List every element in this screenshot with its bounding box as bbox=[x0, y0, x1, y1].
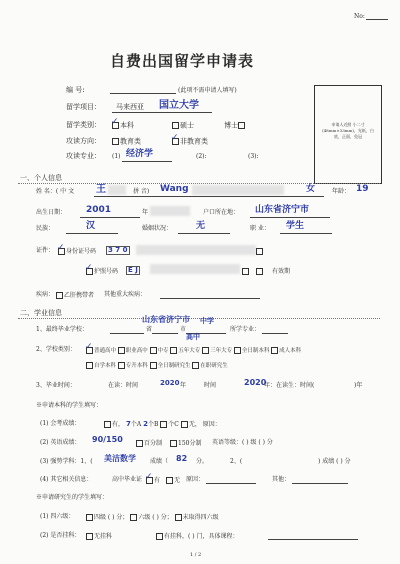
expiry-option[interactable] bbox=[256, 268, 290, 275]
check-mark-icon: ✓ bbox=[145, 472, 153, 482]
option-label: 乙肝携带者 bbox=[64, 292, 95, 299]
english-label: (2) 英语成绩： bbox=[40, 439, 81, 446]
edu3-status: 年：在读生：时间( bbox=[264, 382, 315, 389]
hukou-label: 户口所在地： bbox=[203, 209, 240, 216]
option-label: 硕士 bbox=[180, 121, 194, 130]
exam-label: (1) 会考成绩： bbox=[40, 420, 81, 427]
age-label: 年龄： bbox=[332, 188, 351, 195]
other-reason: 原因： bbox=[186, 476, 205, 483]
option-label: 非教育类 bbox=[180, 137, 208, 146]
exam-b-count: 2 bbox=[143, 420, 148, 428]
strong-subject: 美洁数学 bbox=[104, 454, 136, 463]
strong-unit: 分。 bbox=[196, 458, 209, 465]
edu2-label: 2、学校类别： bbox=[36, 346, 76, 353]
major-1-num: (1) bbox=[112, 153, 121, 160]
major-2-num: (2): bbox=[196, 153, 207, 160]
school-type-option[interactable]: 成人本科 bbox=[271, 348, 301, 354]
cet-none-option[interactable]: 未取得四六级 bbox=[175, 514, 219, 521]
project-handwritten: 国立大学 bbox=[159, 100, 199, 111]
option-label: 教育类 bbox=[120, 137, 141, 146]
edu1-hand-school: 中学 bbox=[200, 317, 214, 325]
strong-second: 2、( bbox=[230, 458, 243, 465]
school-type-option[interactable]: ✓ 普通高中 bbox=[85, 342, 117, 354]
other-other: 其他： bbox=[272, 476, 291, 483]
cet6-option[interactable]: 六级 ( ) 分； bbox=[130, 514, 172, 521]
edu1-hand-major: 高中 bbox=[186, 333, 200, 341]
checkbox[interactable] bbox=[238, 122, 245, 129]
birth-year: 2001 bbox=[86, 205, 112, 215]
form-number-label: No: bbox=[354, 13, 365, 20]
option-label: 有效期 bbox=[272, 268, 291, 275]
major-label: 攻读专业： bbox=[66, 152, 101, 160]
name-zh-value: 王 bbox=[96, 184, 106, 195]
edu1-label: 1、最终毕业学校： bbox=[36, 326, 88, 333]
age-value: 19 bbox=[356, 184, 369, 194]
other-hs: 高中毕业证 bbox=[112, 476, 143, 483]
edu1-major-label: 所学专业： bbox=[230, 326, 261, 333]
other-illness-label: 其他重大疾病： bbox=[104, 291, 147, 298]
strong-grade: 82 bbox=[176, 454, 188, 463]
passport-option[interactable] bbox=[85, 263, 119, 275]
edu3-label: 3、毕业时间： bbox=[36, 382, 76, 389]
section-personal-title: 一、个人信息 bbox=[20, 174, 62, 182]
cet-options bbox=[86, 514, 219, 521]
strong-grade2: ) 成绩 ( ) 分 bbox=[318, 458, 351, 465]
id-docs-label: 证件： bbox=[36, 247, 55, 254]
school-type-option[interactable]: 专升本科 bbox=[118, 363, 148, 369]
strong-grade-label: 成绩（ bbox=[150, 458, 169, 465]
passport-extra-box[interactable] bbox=[242, 268, 250, 275]
english-scale-100[interactable]: 百分制 bbox=[136, 440, 162, 447]
category-label: 留学类别： bbox=[66, 121, 101, 129]
hukou-value: 山东省济宁市 bbox=[255, 205, 310, 215]
edu3-from-label: 在读：时间 bbox=[108, 382, 139, 389]
exam-options: 有， 7个A 2个B 个C 无， 原因： bbox=[104, 421, 221, 428]
name-label: 姓 名：( 中 文 bbox=[36, 188, 75, 195]
edu1-hand-city: 山东省济宁市 bbox=[142, 315, 190, 324]
undergrad-title: ※申请本科的学生填写： bbox=[36, 402, 103, 409]
cet-label: (1) 四六级： bbox=[40, 513, 75, 520]
passport-digits: E J bbox=[128, 266, 138, 274]
exam-a-count: 7 bbox=[125, 420, 131, 428]
exam-have-option[interactable]: 有， bbox=[104, 421, 124, 428]
other-no[interactable]: 无 bbox=[166, 477, 180, 484]
edu2-options-row2 bbox=[86, 362, 228, 370]
ethnic-value: 汉 bbox=[86, 221, 96, 231]
illness-label: 疾病： bbox=[36, 291, 55, 298]
edu1-city: 市 bbox=[180, 326, 187, 333]
strong-label: (3) 强势学科：1、( bbox=[40, 458, 93, 465]
fail-label: (2) 是否挂科： bbox=[40, 532, 81, 539]
hepatitis-option[interactable] bbox=[56, 292, 94, 299]
checkbox[interactable] bbox=[256, 248, 263, 255]
check-mark-icon: ✓ bbox=[111, 117, 119, 127]
photo-instructions: 申请人近照 小二寸(48mm×33mm)，光纸，白底，正面，免冠 bbox=[322, 122, 374, 139]
name-pinyin-value: Wang bbox=[160, 184, 189, 194]
school-type-option[interactable]: 三年大专 bbox=[202, 348, 232, 354]
idcard-option[interactable] bbox=[57, 243, 97, 255]
photo-box bbox=[314, 85, 382, 184]
school-type-option[interactable]: 在职研究生 bbox=[192, 363, 228, 369]
edu2-options-row1 bbox=[85, 342, 302, 355]
option-label: 本科 bbox=[120, 121, 134, 130]
check-mark-icon: ✓ bbox=[85, 342, 93, 352]
edu3-from-year: 2020 bbox=[160, 379, 180, 387]
page-number: 1 / 2 bbox=[190, 552, 202, 558]
birth-year-unit: 年 bbox=[142, 209, 149, 216]
school-type-option[interactable]: 五年大专 bbox=[170, 348, 200, 354]
option-label: 身份证号码 bbox=[66, 248, 97, 255]
project-printed: 马来西亚 bbox=[116, 103, 144, 111]
form-id-note: (此项不需申请人填写) bbox=[178, 87, 237, 94]
section-academic-title: 二、学业信息 bbox=[20, 309, 62, 317]
check-mark-icon: ✓ bbox=[85, 263, 93, 273]
fail-no[interactable]: 无挂科 bbox=[86, 533, 112, 540]
school-type-option[interactable]: 职业高中 bbox=[118, 348, 148, 354]
edu3-to-label: 时间 bbox=[204, 382, 217, 389]
edu3-close: )年 bbox=[354, 382, 363, 389]
checkbox[interactable] bbox=[242, 268, 249, 275]
major-3-num: (3): bbox=[248, 153, 259, 160]
job-value: 学生 bbox=[286, 221, 305, 231]
marital-label: 婚姻状况： bbox=[142, 225, 173, 232]
other-label: (4) 其它相关信息： bbox=[40, 476, 93, 483]
other-yes[interactable]: ✓ 有 bbox=[145, 472, 161, 484]
english-scale-150[interactable]: 150分制 bbox=[170, 440, 201, 447]
ethnic-label: 民族： bbox=[36, 225, 55, 232]
english-level: 英语等级：( ) 级 ( ) 分 bbox=[212, 439, 273, 446]
checkbox[interactable] bbox=[172, 122, 179, 129]
direction-label: 攻读方向： bbox=[66, 137, 101, 145]
job-label: 职 业： bbox=[250, 225, 270, 232]
check-mark-icon: ✓ bbox=[57, 243, 65, 253]
direction-edu[interactable] bbox=[112, 138, 141, 146]
form-title: 自费出国留学申请表 bbox=[110, 52, 255, 70]
option-label: 护照号码 bbox=[94, 268, 119, 275]
school-type-option[interactable]: 全日制研究生 bbox=[150, 363, 191, 369]
checkbox[interactable] bbox=[256, 268, 263, 275]
checkbox[interactable] bbox=[112, 138, 119, 145]
category-phd[interactable] bbox=[224, 122, 246, 130]
sex-value: 女 bbox=[306, 184, 316, 194]
idcard-extra-box[interactable] bbox=[256, 248, 264, 255]
grad-title: ※申请研究生的学生填写： bbox=[36, 494, 109, 501]
form-id-label: 编 号: bbox=[66, 86, 85, 94]
edu3-to-year: 2020 bbox=[244, 378, 267, 387]
cet4-option[interactable]: 四级 ( ) 分； bbox=[86, 514, 128, 521]
exam-none-option[interactable]: 无， bbox=[181, 421, 201, 428]
edu3-year-unit: 年 bbox=[180, 382, 187, 389]
english-score: 90/150 bbox=[92, 435, 123, 444]
birth-label: 出生日期： bbox=[36, 209, 67, 216]
school-type-option[interactable]: 全日制本科 bbox=[234, 348, 270, 354]
school-type-option[interactable]: 自学本科 bbox=[86, 363, 116, 369]
pinyin-label: 拼 音) bbox=[133, 188, 150, 195]
edu1-province: 省 bbox=[146, 326, 153, 333]
checkbox[interactable] bbox=[56, 292, 63, 299]
marital-value: 无 bbox=[196, 221, 206, 231]
project-label: 留学项目： bbox=[66, 103, 101, 111]
fail-yes[interactable]: 有挂科，( ) 门，具体课程： bbox=[156, 533, 239, 540]
check-mark-icon: ✓ bbox=[171, 133, 179, 143]
category-master[interactable] bbox=[172, 122, 194, 130]
option-label: 博士 bbox=[224, 121, 238, 130]
school-type-option[interactable]: 中专 bbox=[150, 348, 169, 354]
direction-non-edu[interactable] bbox=[171, 133, 208, 146]
idcard-digits: 3 7 0 bbox=[108, 246, 128, 254]
major-1-value: 经济学 bbox=[126, 149, 154, 159]
category-bachelor[interactable] bbox=[111, 117, 134, 130]
